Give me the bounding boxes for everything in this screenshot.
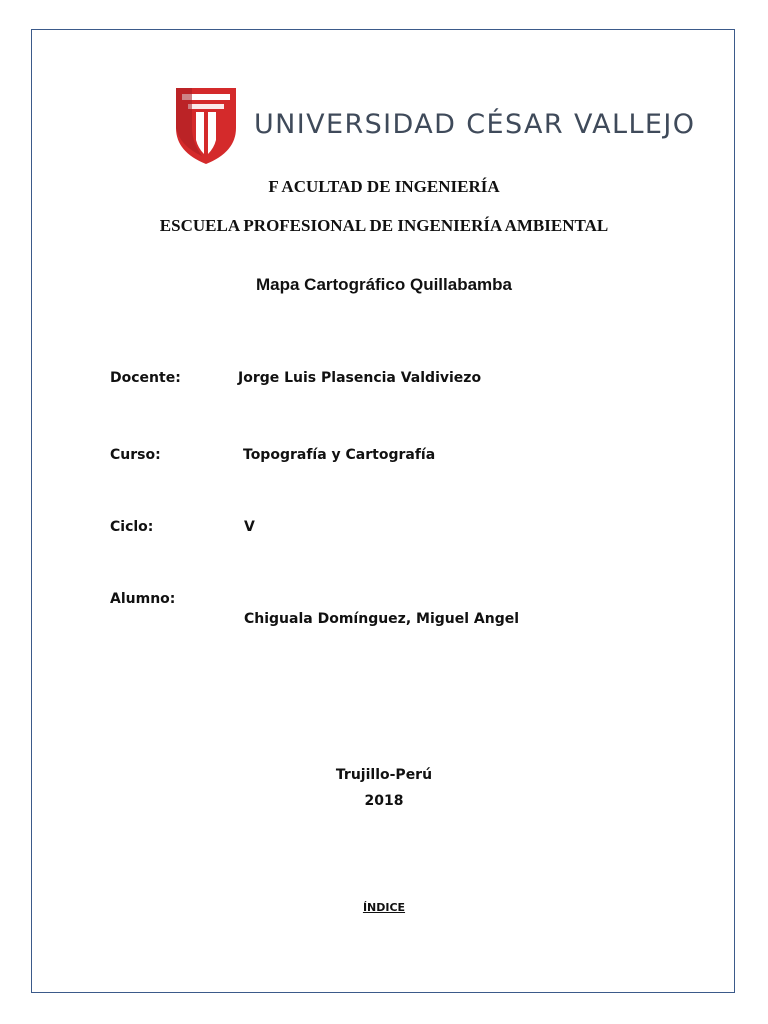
docente-label: Docente: [110,370,181,386]
shield-icon [174,84,240,166]
year-text: 2018 [364,793,404,809]
logo-wordmark: UNIVERSIDAD CÉSAR VALLEJO [254,109,696,140]
document-title: Mapa Cartográfico Quillabamba [256,275,512,294]
alumno-value: Chiguala Domínguez, Miguel Angel [244,611,520,627]
faculty-heading: F ACULTAD DE INGENIERÍA [268,177,500,196]
docente-value: Jorge Luis Plasencia Valdiviezo [238,370,482,386]
school-heading: ESCUELA PROFESIONAL DE INGENIERÍA AMBIENTAL [159,216,609,235]
ciclo-value: V [244,519,255,535]
curso-label: Curso: [110,447,161,463]
page-border [31,29,735,993]
index-heading: ÍNDICE [362,901,406,914]
university-logo [174,84,696,168]
alumno-label: Alumno: [110,591,176,607]
curso-value: Topografía y Cartografía [243,447,436,463]
ciclo-label: Ciclo: [110,519,154,535]
place-text: Trujillo-Perú [335,767,433,783]
